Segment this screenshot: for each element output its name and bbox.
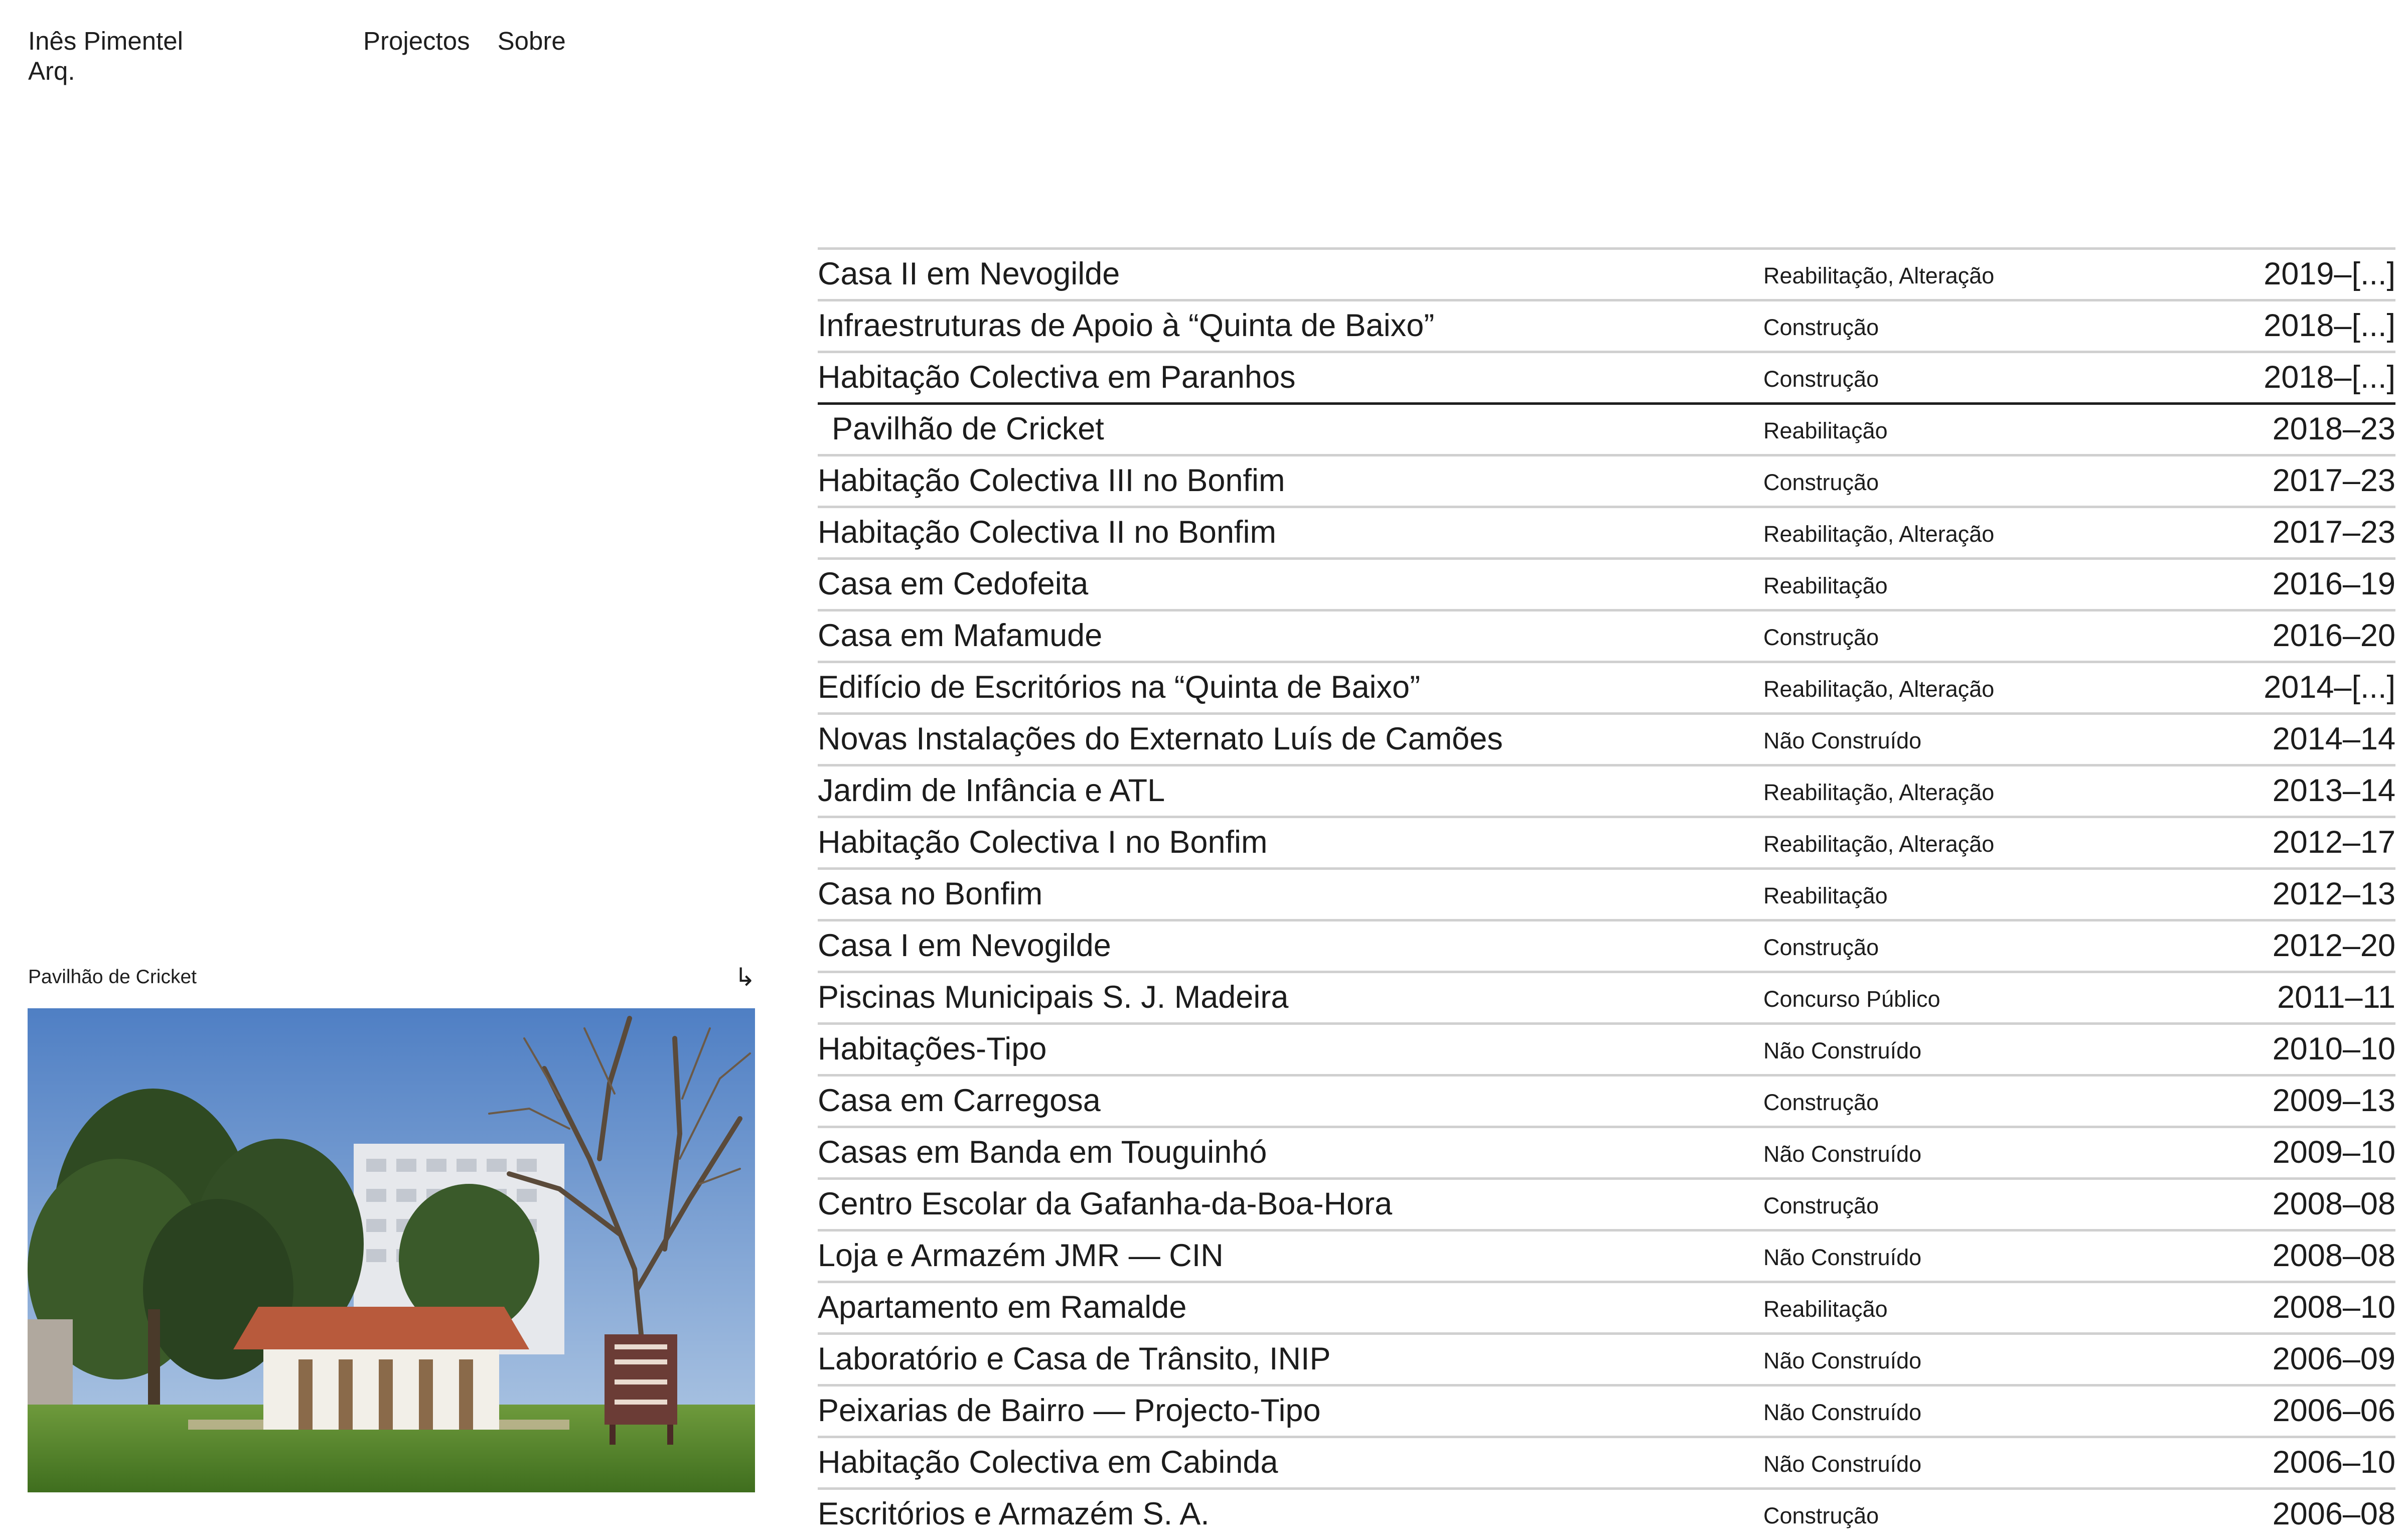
project-years: 2012–20 (2272, 928, 2395, 963)
project-row[interactable] (818, 609, 2395, 661)
project-row[interactable] (818, 764, 2395, 816)
project-category: Construção (1763, 366, 1879, 392)
project-name[interactable]: Habitação Colectiva III no Bonfim (818, 463, 1285, 498)
project-category: Construção (1763, 470, 1879, 495)
project-row[interactable] (818, 1177, 2395, 1229)
project-years: 2018–23 (2272, 411, 2395, 446)
project-years: 2016–20 (2272, 618, 2395, 653)
project-name[interactable]: Infraestruturas de Apoio à “Quinta de Baixo” (818, 308, 1435, 343)
project-name[interactable]: Centro Escolar da Gafanha-da-Boa-Hora (818, 1186, 1393, 1221)
project-years: 2008–10 (2272, 1290, 2395, 1325)
preview-title: Pavilhão de Cricket (28, 966, 197, 988)
project-row[interactable] (818, 1487, 2395, 1539)
project-name[interactable]: Peixarias de Bairro — Projecto-Tipo (818, 1393, 1321, 1428)
project-name[interactable]: Laboratório e Casa de Trânsito, INIP (818, 1341, 1331, 1376)
project-category: Reabilitação (1763, 883, 1888, 908)
project-row[interactable] (818, 1022, 2395, 1074)
project-years: 2012–17 (2272, 825, 2395, 860)
project-years: 2018–[...] (2264, 308, 2395, 343)
preview-caption (28, 964, 756, 990)
project-row[interactable] (818, 971, 2395, 1022)
project-row[interactable] (818, 351, 2395, 402)
project-category: Construção (1763, 1090, 1879, 1115)
project-row[interactable] (818, 557, 2395, 609)
project-row[interactable] (818, 661, 2395, 712)
main-nav (363, 26, 566, 56)
project-row[interactable] (818, 1281, 2395, 1332)
project-name[interactable]: Jardim de Infância e ATL (818, 773, 1165, 808)
nav-sobre[interactable]: Sobre (497, 27, 566, 55)
project-years: 2012–13 (2272, 876, 2395, 911)
project-category: Não Construído (1763, 1141, 1922, 1167)
project-list (818, 247, 2395, 1539)
project-name[interactable]: Piscinas Municipais S. J. Madeira (818, 980, 1289, 1015)
project-years: 2009–10 (2272, 1135, 2395, 1170)
project-name[interactable]: Habitação Colectiva II no Bonfim (818, 515, 1276, 550)
project-name[interactable]: Loja e Armazém JMR — CIN (818, 1238, 1224, 1273)
project-name[interactable]: Casa I em Nevogilde (818, 928, 1111, 963)
project-years: 2017–23 (2272, 463, 2395, 498)
project-years: 2009–13 (2272, 1083, 2395, 1118)
project-row[interactable] (818, 1384, 2395, 1436)
project-name[interactable]: Casa em Mafamude (818, 618, 1103, 653)
project-years: 2006–09 (2272, 1341, 2395, 1376)
project-category: Reabilitação (1763, 573, 1888, 598)
project-row[interactable] (818, 454, 2395, 506)
project-years: 2008–08 (2272, 1186, 2395, 1221)
project-row[interactable] (818, 402, 2395, 454)
project-name[interactable]: Casa II em Nevogilde (818, 256, 1120, 291)
project-row[interactable] (818, 506, 2395, 557)
project-name[interactable]: Habitação Colectiva I no Bonfim (818, 825, 1268, 860)
project-row[interactable] (818, 867, 2395, 919)
arrow-down-right-icon[interactable]: ↳ (734, 963, 756, 991)
project-years: 2019–[...] (2264, 256, 2395, 291)
project-category: Reabilitação (1763, 1296, 1888, 1322)
project-years: 2018–[...] (2264, 360, 2395, 395)
project-name[interactable]: Casa em Carregosa (818, 1083, 1101, 1118)
project-name[interactable]: Edifício de Escritórios na “Quinta de Baixo” (818, 670, 1421, 705)
project-row[interactable] (818, 816, 2395, 867)
project-row[interactable] (818, 1436, 2395, 1487)
project-row[interactable] (818, 1332, 2395, 1384)
project-category: Reabilitação, Alteração (1763, 831, 1995, 857)
project-years: 2014–[...] (2264, 670, 2395, 705)
project-name[interactable]: Casas em Banda em Touguinhó (818, 1135, 1267, 1170)
project-name[interactable]: Escritórios e Armazém S. A. (818, 1496, 1210, 1531)
brand-name[interactable]: Inês Pimentel Arq. (28, 27, 183, 85)
project-category: Construção (1763, 625, 1879, 650)
project-years: 2006–08 (2272, 1496, 2395, 1531)
project-row[interactable] (818, 1126, 2395, 1177)
project-photo[interactable] (28, 1008, 755, 1492)
project-years: 2016–19 (2272, 566, 2395, 601)
project-row[interactable] (818, 247, 2395, 299)
project-years: 2006–10 (2272, 1445, 2395, 1480)
project-years: 2011–11 (2277, 980, 2395, 1015)
nav-projectos[interactable]: Projectos (363, 27, 470, 55)
project-name[interactable]: Apartamento em Ramalde (818, 1290, 1187, 1325)
project-years: 2017–23 (2272, 515, 2395, 550)
project-years: 2006–06 (2272, 1393, 2395, 1428)
project-category: Não Construído (1763, 1245, 1922, 1270)
project-row[interactable] (818, 919, 2395, 971)
project-name[interactable]: Casa em Cedofeita (818, 566, 1089, 601)
project-category: Reabilitação, Alteração (1763, 676, 1995, 702)
project-category: Construção (1763, 315, 1879, 340)
project-name[interactable]: Habitações-Tipo (818, 1031, 1047, 1066)
project-years: 2010–10 (2272, 1031, 2395, 1066)
project-years: 2013–14 (2272, 773, 2395, 808)
project-category: Construção (1763, 935, 1879, 960)
project-category: Reabilitação, Alteração (1763, 263, 1995, 288)
project-category: Construção (1763, 1503, 1879, 1528)
project-category: Concurso Público (1763, 986, 1940, 1012)
project-years: 2008–08 (2272, 1238, 2395, 1273)
project-row[interactable] (818, 1229, 2395, 1281)
project-row[interactable] (818, 1074, 2395, 1126)
project-name[interactable]: Casa no Bonfim (818, 876, 1043, 911)
project-category: Reabilitação, Alteração (1763, 780, 1995, 805)
project-name[interactable]: Novas Instalações do Externato Luís de Camões (818, 721, 1503, 756)
project-category: Não Construído (1763, 1400, 1922, 1425)
project-category: Não Construído (1763, 728, 1922, 753)
project-category: Reabilitação (1763, 418, 1888, 443)
project-category: Construção (1763, 1193, 1879, 1218)
project-category: Não Construído (1763, 1348, 1922, 1373)
project-category: Reabilitação, Alteração (1763, 521, 1995, 547)
project-name[interactable]: Pavilhão de Cricket (832, 411, 1104, 446)
project-row[interactable] (818, 299, 2395, 351)
project-category: Não Construído (1763, 1451, 1922, 1477)
project-name[interactable]: Habitação Colectiva em Paranhos (818, 360, 1296, 395)
project-name[interactable]: Habitação Colectiva em Cabinda (818, 1445, 1278, 1480)
project-years: 2014–14 (2272, 721, 2395, 756)
project-category: Não Construído (1763, 1038, 1922, 1063)
project-row[interactable] (818, 712, 2395, 764)
